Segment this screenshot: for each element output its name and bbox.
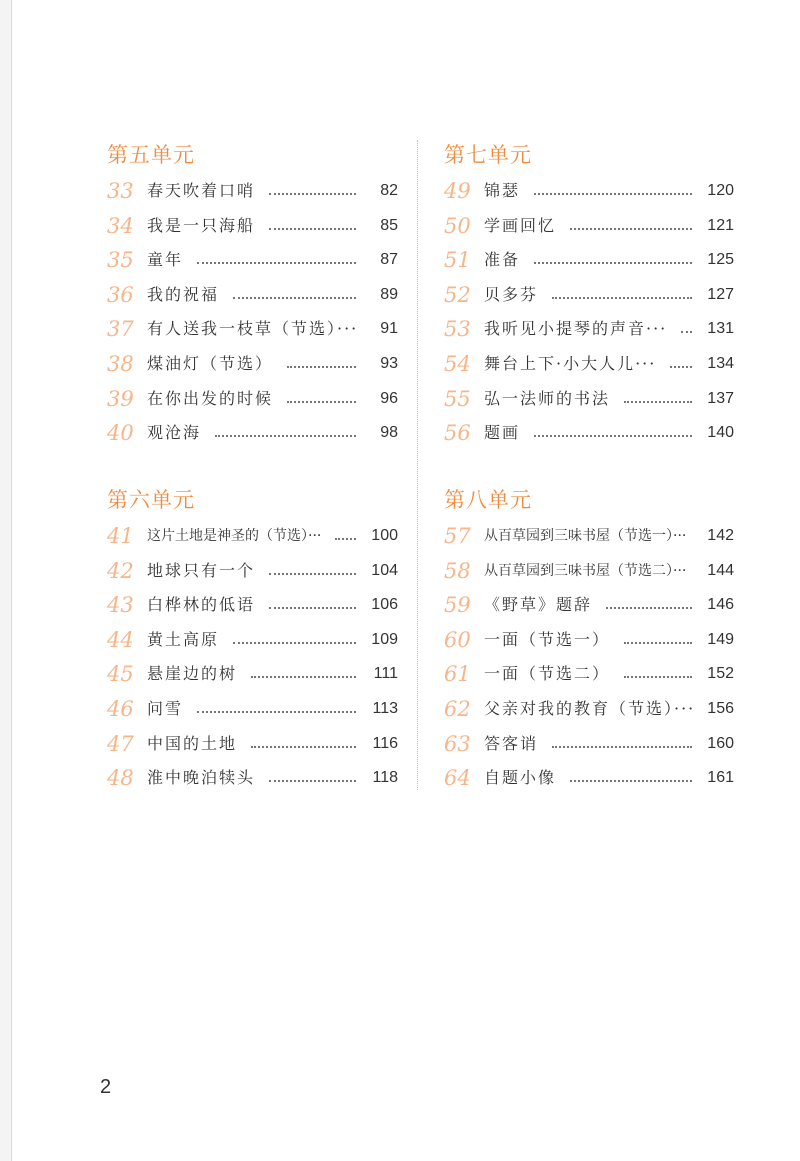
- dot-leader: [197, 262, 356, 264]
- lesson-title: 从百草园到三味书屋（节选一）···: [484, 528, 687, 544]
- toc-entry[interactable]: [107, 312, 398, 347]
- lesson-number: 52: [444, 282, 471, 307]
- lesson-title: 黄土高原: [147, 629, 220, 649]
- toc-entry[interactable]: [107, 588, 398, 623]
- toc-entry[interactable]: [107, 623, 398, 658]
- lesson-number: 43: [107, 593, 134, 618]
- dot-leader: [269, 193, 356, 195]
- lesson-page: 137: [707, 389, 734, 407]
- lesson-title: 悬崖边的树: [147, 664, 238, 684]
- lesson-page: 118: [372, 769, 398, 787]
- lesson-number: 56: [444, 421, 471, 446]
- dot-leader: [606, 607, 692, 609]
- toc-entry[interactable]: [444, 174, 734, 209]
- lesson-title: 问雪: [147, 698, 184, 718]
- dot-leader: [233, 297, 356, 299]
- dot-leader: [624, 676, 692, 678]
- lesson-number: 44: [107, 627, 134, 652]
- lesson-page: 146: [707, 596, 734, 614]
- toc-entry[interactable]: [107, 278, 398, 313]
- toc-entry[interactable]: [444, 416, 734, 451]
- lesson-number: 40: [107, 421, 134, 446]
- unit-section: [107, 140, 398, 451]
- page-edge: [0, 0, 12, 1161]
- lesson-title: 自题小像: [484, 768, 557, 788]
- toc-entry[interactable]: [107, 519, 398, 554]
- lesson-title: 答客诮: [484, 733, 539, 753]
- lesson-number: 57: [444, 524, 471, 548]
- unit-title: 第五单元: [107, 143, 195, 167]
- lesson-page: 152: [707, 665, 734, 683]
- lesson-page: 106: [371, 596, 398, 614]
- lesson-number: 55: [444, 386, 471, 411]
- lesson-page: 100: [371, 527, 398, 544]
- lesson-title: 学画回忆: [484, 215, 557, 235]
- lesson-page: 160: [707, 734, 734, 752]
- page-number: 2: [100, 1076, 112, 1098]
- lesson-title: 这片土地是神圣的（节选）···: [147, 528, 322, 544]
- lesson-title: 中国的土地: [147, 733, 238, 753]
- lesson-title: 贝多芬: [484, 284, 539, 304]
- dot-leader: [570, 780, 692, 782]
- lesson-number: 60: [444, 627, 471, 652]
- dot-leader: [534, 262, 692, 264]
- toc-entry[interactable]: [107, 657, 398, 692]
- lesson-title: 地球只有一个: [147, 560, 256, 580]
- dot-leader: [681, 331, 692, 333]
- toc-entry[interactable]: [107, 243, 398, 278]
- unit-section: [107, 485, 398, 796]
- lesson-page: 116: [372, 734, 398, 752]
- lesson-title: 题画: [484, 423, 521, 443]
- dot-leader: [534, 193, 692, 195]
- lesson-number: 34: [107, 213, 134, 238]
- lesson-title: 我听见小提琴的声音···: [484, 319, 668, 339]
- lesson-title: 白桦林的低语: [147, 595, 256, 615]
- unit-title: 第七单元: [444, 143, 532, 167]
- lesson-title: 在你出发的时候: [147, 388, 274, 408]
- lesson-page: 140: [707, 424, 734, 442]
- dot-leader: [534, 435, 692, 437]
- toc-entry[interactable]: [107, 761, 398, 796]
- lesson-number: 45: [107, 662, 134, 687]
- lesson-number: 63: [444, 731, 471, 756]
- lesson-title: 淮中晚泊犊头: [147, 768, 256, 788]
- lesson-page: 98: [380, 424, 398, 442]
- toc-entry[interactable]: [444, 347, 734, 382]
- lesson-title: 锦瑟: [484, 181, 521, 200]
- dot-leader: [269, 607, 356, 609]
- lesson-title: 我的祝福: [147, 284, 220, 304]
- dot-leader: [269, 573, 356, 575]
- lesson-number: 53: [444, 317, 471, 342]
- dot-leader: [197, 711, 356, 713]
- lesson-page: 149: [707, 630, 734, 648]
- dot-leader: [552, 746, 692, 748]
- lesson-number: 46: [107, 696, 134, 721]
- dot-leader: [624, 642, 692, 644]
- lesson-page: 89: [380, 285, 398, 303]
- lesson-page: 93: [380, 354, 398, 372]
- lesson-number: 36: [107, 282, 134, 307]
- lesson-page: 134: [707, 354, 734, 372]
- unit-title: 第六单元: [107, 488, 195, 512]
- column-divider: [417, 140, 418, 790]
- toc-entry[interactable]: [444, 209, 734, 244]
- lesson-title: 我是一只海船: [147, 215, 256, 235]
- lesson-title: 春天吹着口哨: [147, 181, 256, 200]
- toc-entry[interactable]: [107, 174, 398, 209]
- toc-entry[interactable]: [107, 554, 398, 589]
- lesson-page: 121: [707, 216, 734, 234]
- toc-entry[interactable]: [444, 554, 734, 589]
- toc-entry[interactable]: [444, 519, 734, 554]
- lesson-number: 64: [444, 766, 471, 791]
- unit-section: [444, 485, 734, 796]
- lesson-page: 125: [707, 251, 734, 269]
- lesson-number: 47: [107, 731, 134, 756]
- toc-entry[interactable]: [444, 623, 734, 658]
- dot-leader: [287, 401, 356, 403]
- toc-entry[interactable]: [107, 382, 398, 417]
- dot-leader: [624, 401, 692, 403]
- lesson-title: 煤油灯（节选）: [147, 353, 274, 373]
- dot-leader: [335, 538, 356, 540]
- dot-leader: [233, 642, 356, 644]
- lesson-title: 舞台上下·小大人儿···: [484, 353, 657, 373]
- toc-entry[interactable]: [107, 727, 398, 762]
- lesson-title: 《野草》题辞: [484, 595, 593, 615]
- lesson-title: 弘一法师的书法: [484, 388, 611, 408]
- lesson-page: 156: [707, 699, 734, 717]
- lesson-page: 104: [371, 561, 398, 579]
- lesson-title: 一面（节选一）: [484, 629, 611, 649]
- toc-entry[interactable]: [107, 209, 398, 244]
- toc-entry[interactable]: [444, 382, 734, 417]
- dot-leader: [552, 297, 692, 299]
- toc-entry[interactable]: [107, 416, 398, 451]
- lesson-number: 35: [107, 248, 134, 273]
- lesson-number: 62: [444, 696, 471, 721]
- lesson-number: 49: [444, 179, 471, 203]
- dot-leader: [251, 746, 356, 748]
- lesson-page: 111: [373, 665, 398, 683]
- dot-leader: [251, 676, 356, 678]
- lesson-page: 131: [707, 320, 734, 338]
- dot-leader: [269, 780, 356, 782]
- lesson-title: 有人送我一枝草（节选）···: [147, 319, 359, 339]
- lesson-page: 144: [707, 561, 734, 579]
- lesson-page: 113: [372, 699, 398, 717]
- toc-entry[interactable]: [444, 588, 734, 623]
- lesson-page: 82: [380, 182, 398, 199]
- lesson-title: 父亲对我的教育（节选）···: [484, 698, 696, 718]
- toc-entry[interactable]: [107, 692, 398, 727]
- lesson-number: 51: [444, 248, 471, 273]
- lesson-number: 42: [107, 558, 134, 583]
- unit-section: [444, 140, 734, 451]
- lesson-title: 一面（节选二）: [484, 664, 611, 684]
- lesson-page: 142: [707, 527, 734, 544]
- toc-entry[interactable]: [444, 761, 734, 796]
- lesson-number: 61: [444, 662, 471, 687]
- lesson-number: 37: [107, 317, 134, 342]
- toc-entry[interactable]: [444, 692, 734, 727]
- lesson-page: 96: [380, 389, 398, 407]
- lesson-number: 59: [444, 593, 471, 618]
- dot-leader: [269, 228, 356, 230]
- dot-leader: [287, 366, 356, 368]
- lesson-page: 85: [380, 216, 398, 234]
- lesson-page: 109: [371, 630, 398, 648]
- lesson-number: 58: [444, 558, 471, 583]
- toc-entry[interactable]: [444, 727, 734, 762]
- toc-entry[interactable]: [444, 312, 734, 347]
- lesson-number: 41: [107, 524, 134, 548]
- lesson-number: 54: [444, 351, 471, 376]
- lesson-title: 观沧海: [147, 423, 202, 443]
- lesson-number: 38: [107, 351, 134, 376]
- lesson-number: 33: [107, 179, 134, 203]
- lesson-page: 91: [380, 320, 398, 338]
- dot-leader: [215, 435, 356, 437]
- lesson-page: 161: [707, 769, 734, 787]
- toc-entry[interactable]: [444, 243, 734, 278]
- lesson-title: 童年: [147, 250, 184, 270]
- lesson-title: 准备: [484, 250, 521, 270]
- toc-entry[interactable]: [444, 278, 734, 313]
- dot-leader: [570, 228, 692, 230]
- toc-entry[interactable]: [107, 347, 398, 382]
- lesson-title: 从百草园到三味书屋（节选二）···: [484, 562, 687, 579]
- lesson-page: 120: [707, 182, 734, 199]
- lesson-page: 87: [380, 251, 398, 269]
- dot-leader: [670, 366, 692, 368]
- lesson-number: 48: [107, 766, 134, 791]
- lesson-number: 50: [444, 213, 471, 238]
- unit-title: 第八单元: [444, 488, 532, 512]
- lesson-number: 39: [107, 386, 134, 411]
- toc-entry[interactable]: [444, 657, 734, 692]
- lesson-page: 127: [707, 285, 734, 303]
